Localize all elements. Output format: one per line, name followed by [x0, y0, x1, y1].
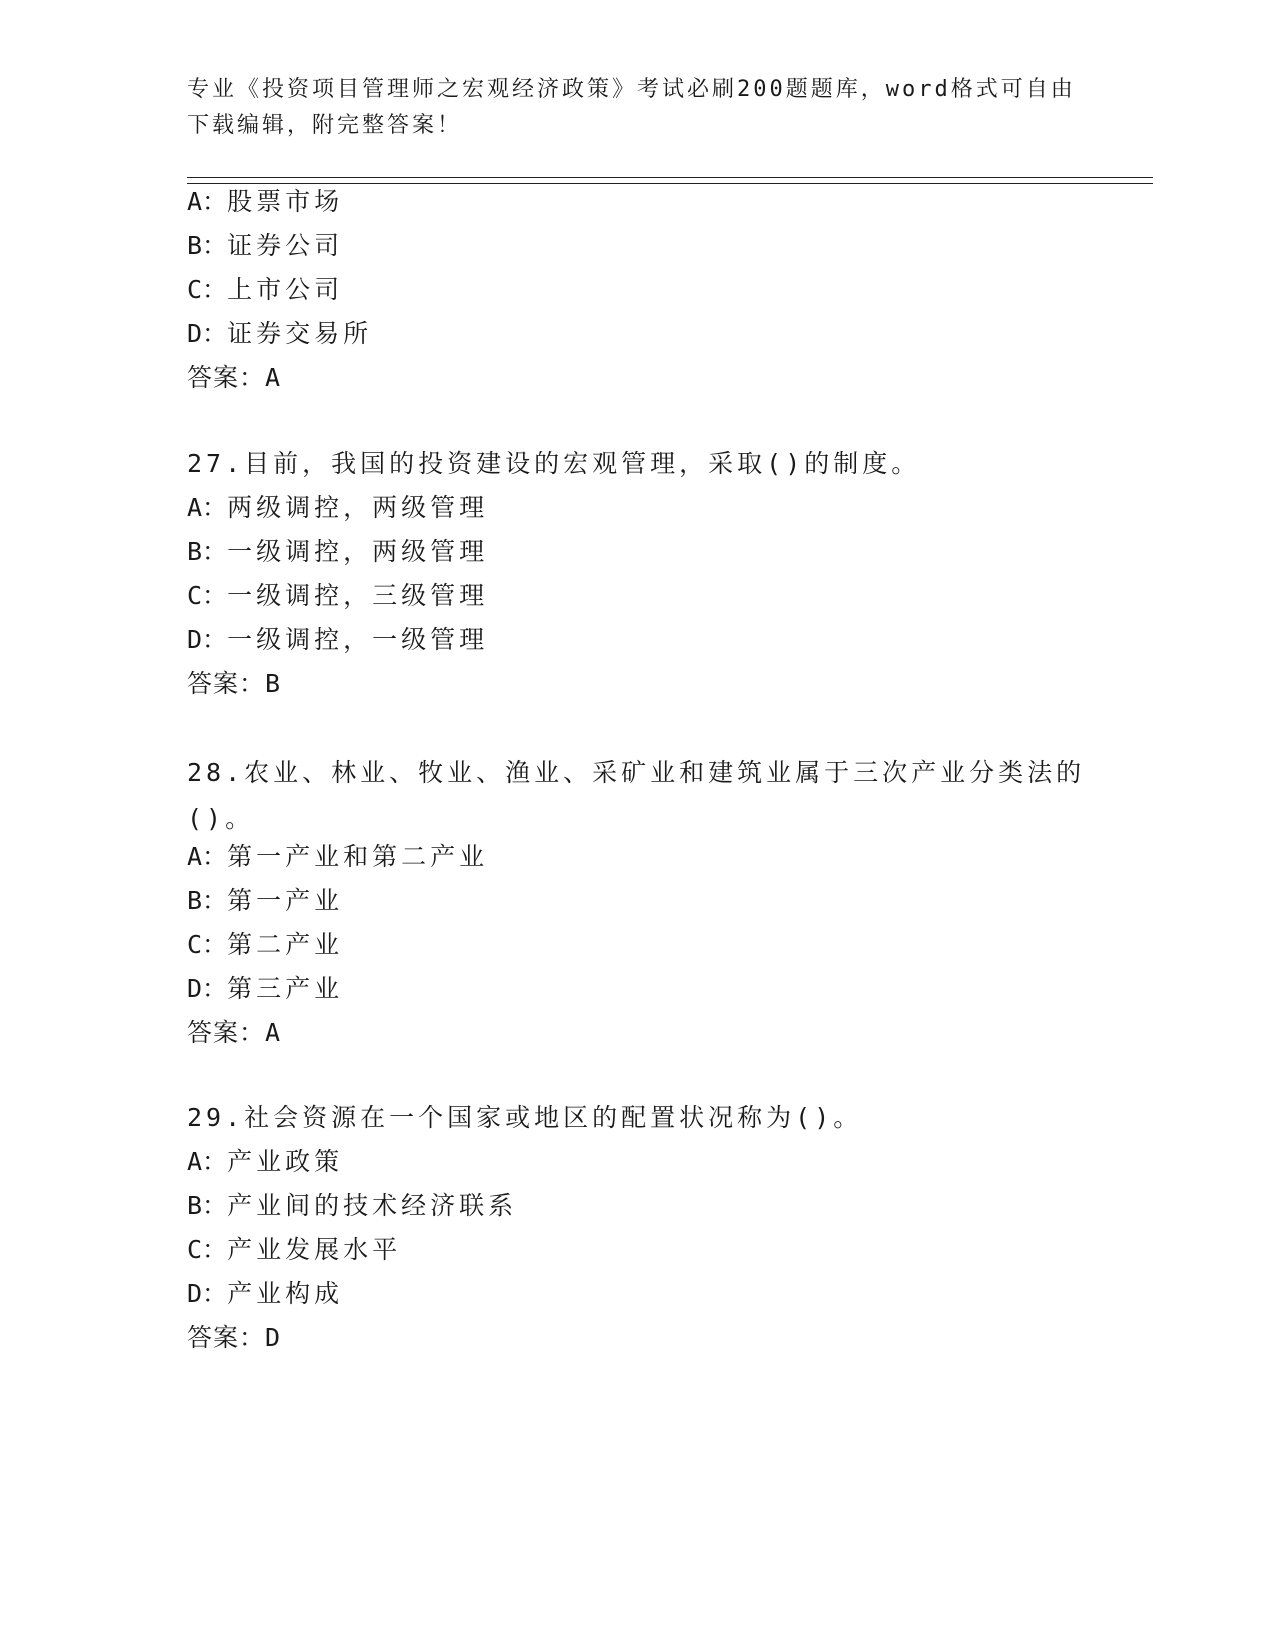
option-text: 一级调控，三级管理: [227, 581, 489, 610]
q26-option-c: [187, 273, 343, 307]
option-key: B：: [187, 886, 228, 915]
option-key: C：: [187, 930, 228, 959]
option-key: A：: [187, 842, 228, 871]
option-text: 第三产业: [227, 974, 344, 1003]
option-text: 第一产业和第二产业: [227, 842, 489, 871]
option-text: 一级调控，一级管理: [227, 625, 489, 654]
option-key: A：: [187, 493, 228, 522]
q26-option-d: [187, 317, 372, 351]
option-text: 产业构成: [227, 1279, 344, 1308]
q27-answer: 答案：B: [187, 669, 282, 698]
q27-option-d: [187, 623, 488, 657]
option-key: B：: [187, 231, 228, 260]
option-key: C：: [187, 581, 228, 610]
q28-answer: 答案：A: [187, 1018, 282, 1047]
q29-option-d: [187, 1277, 343, 1311]
option-text: 上市公司: [227, 275, 344, 304]
q26-answer: 答案：A: [187, 363, 282, 392]
option-text: 证券交易所: [227, 319, 373, 348]
q28-option-d: [187, 972, 343, 1006]
option-key: D：: [187, 319, 228, 348]
q29-option-c: [187, 1233, 401, 1267]
option-key: D：: [187, 974, 228, 1003]
q29-option-a: [187, 1145, 343, 1179]
q28-option-a: [187, 840, 488, 874]
option-key: B：: [187, 1191, 228, 1220]
header-divider-bottom: [187, 183, 1153, 184]
q27-option-c: [187, 579, 488, 613]
option-key: D：: [187, 1279, 228, 1308]
header-divider-top: [187, 177, 1153, 178]
q29-option-b: [187, 1189, 517, 1223]
option-text: 第二产业: [227, 930, 344, 959]
option-text: 产业政策: [227, 1147, 344, 1176]
option-text: 一级调控，两级管理: [227, 537, 489, 566]
q26-option-b: [187, 229, 343, 263]
option-key: D：: [187, 625, 228, 654]
option-text: 产业间的技术经济联系: [227, 1191, 518, 1220]
option-key: A：: [187, 1147, 228, 1176]
option-text: 股票市场: [227, 187, 344, 216]
q29-question: 29.社会资源在一个国家或地区的配置状况称为()。: [187, 1103, 863, 1132]
option-text: 第一产业: [227, 886, 344, 915]
option-key: A：: [187, 187, 228, 216]
q27-question: 27.目前，我国的投资建设的宏观管理，采取()的制度。: [187, 449, 921, 478]
q27-option-b: [187, 535, 488, 569]
document-header: 专业《投资项目管理师之宏观经济政策》考试必刷200题题库，word格式可自由下载编辑，附完整答案！: [187, 77, 1076, 138]
q28-option-b: [187, 884, 343, 918]
q26-option-a: [187, 185, 343, 219]
option-key: C：: [187, 1235, 228, 1264]
q29-answer: 答案：D: [187, 1323, 282, 1352]
q27-option-a: [187, 491, 488, 525]
option-text: 产业发展水平: [227, 1235, 402, 1264]
option-key: B：: [187, 537, 228, 566]
option-text: 两级调控，两级管理: [227, 493, 489, 522]
q28-option-c: [187, 928, 343, 962]
option-key: C：: [187, 275, 228, 304]
option-text: 证券公司: [227, 231, 344, 260]
q28-question: 28.农业、林业、牧业、渔业、采矿业和建筑业属于三次产业分类法的()。: [187, 758, 1086, 833]
